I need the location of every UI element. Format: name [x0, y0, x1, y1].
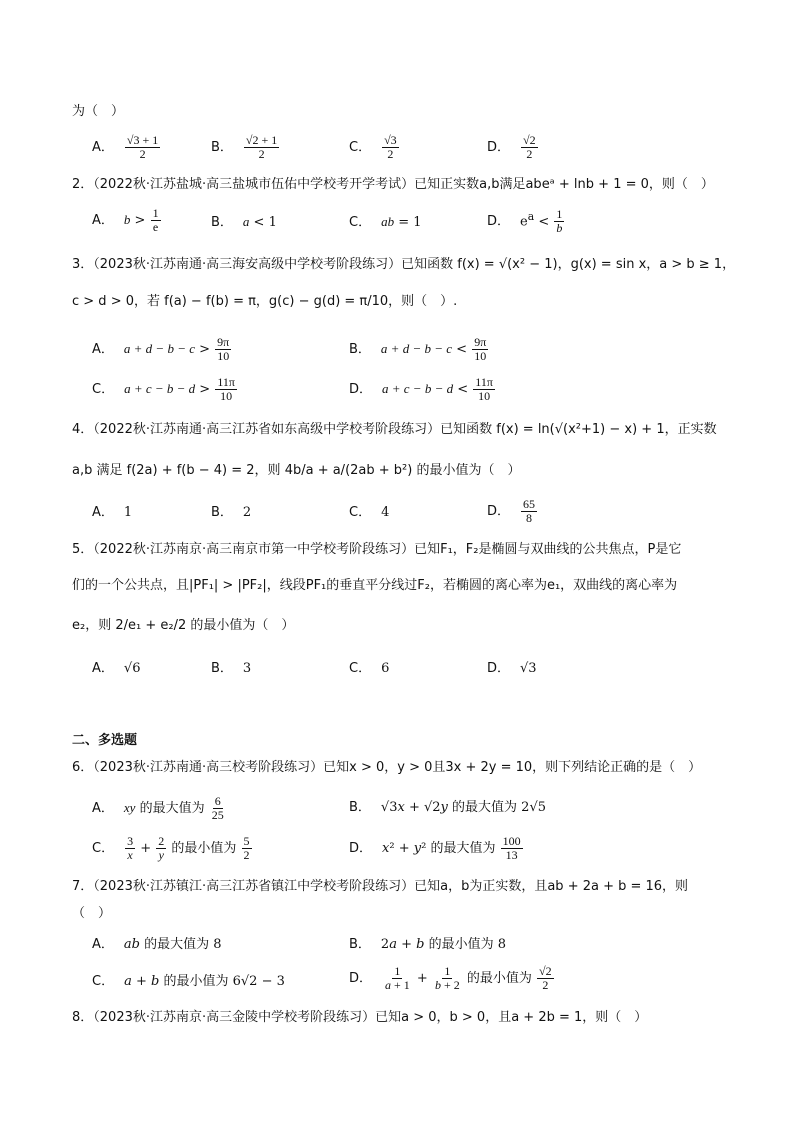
q3-option-c: C． a + c − b − d > $\frac{11\pi}{10}$	[92, 375, 235, 403]
question-8-stem: 8．（2023秋·江苏南京·高三金陵中学校考阶段练习）已知a > 0，b > 0，且a + 2b = 1，则（ ）	[72, 1010, 648, 1025]
question-4-stem-line2: a,b 满足 f(2a) + f(b − 4) = 2，则 4b/a + a/(2ab + b²) 的最小值为（ ）	[72, 463, 521, 478]
q5-option-d: D． √3	[487, 661, 537, 676]
question-7-stem-line2: （ ）	[72, 906, 112, 921]
q2-option-b: B． a < 1	[211, 214, 277, 230]
q7-option-d: D． $\frac{1}{a + 1}$ + $\frac{1}{b + 2}$ 的最小值为 $\frac{√2}{2}$	[349, 964, 552, 992]
question-5-stem-line3: e₂，则 2/e₁ + e₂/2 的最小值为（ ）	[72, 618, 295, 633]
option-b: B． $\frac{√2 + 1}{2}$	[211, 133, 278, 161]
q3-option-d: D． a + c − b − d < $\frac{11\pi}{10}$	[349, 375, 493, 403]
question-3-stem-line1: 3．（2023秋·江苏南通·高三海安高级中学校考阶段练习）已知函数 f(x) = √(x² − 1)，g(x) = sin x，a > b ≥ 1，	[72, 257, 736, 272]
section-title: 二、多选题	[72, 733, 138, 748]
q5-option-c: C． 6	[349, 661, 390, 676]
q4-option-b: B． 2	[211, 505, 252, 520]
question-tail-text: 为（ ）	[72, 104, 125, 119]
question-6-stem: 6．（2023秋·江苏南通·高三校考阶段练习）已知x > 0，y > 0且3x + 2y = 10，则下列结论正确的是（ ）	[72, 760, 702, 775]
q3-option-b: B． a + d − b − c < $\frac{9\pi}{10}$	[349, 335, 487, 363]
q4-option-d: D． $\frac{65}{8}$	[487, 497, 536, 525]
q3-option-a: A． a + d − b − c > $\frac{9\pi}{10}$	[92, 335, 230, 363]
q6-option-a: A． xy 的最大值为 $\frac{6}{25}$	[92, 794, 224, 822]
q6-option-b: B． √3x + √2y 的最大值为 2√5	[349, 800, 546, 815]
q6-option-d: D． x² + y² 的最大值为 $\frac{100}{13}$	[349, 834, 521, 862]
question-7-stem-line1: 7．（2023秋·江苏镇江·高三江苏省镇江中学校考阶段练习）已知a，b为正实数，且ab + 2a + b = 16，则	[72, 879, 689, 894]
q4-option-a: A． 1	[92, 505, 133, 520]
q2-option-a: A． b > $\frac{1}{e}$	[92, 206, 159, 234]
q5-option-a: A． √6	[92, 661, 141, 676]
option-a: A． $\frac{√3 + 1}{2}$	[92, 133, 159, 161]
q7-option-a: A． ab 的最大值为 8	[92, 937, 222, 952]
q2-option-c: C． ab = 1	[349, 214, 422, 230]
q5-option-b: B． 3	[211, 661, 252, 676]
q6-option-c: C． $\frac{3}{x}$ + $\frac{2}{y}$ 的最小值为 $\frac{5}{2}$	[92, 834, 250, 862]
q7-option-b: B． 2a + b 的最小值为 8	[349, 937, 507, 952]
q7-option-c: C． a + b 的最小值为 6√2 − 3	[92, 974, 285, 989]
q2-option-d: D． $e^a$ < $\frac{1}{b}$	[487, 207, 563, 236]
question-5-stem-line2: 们的一个公共点，且|PF₁| > |PF₂|，线段PF₁的垂直平分线过F₂，若椭圆的离心率为e₁，双曲线的离心率为	[72, 578, 678, 593]
question-4-stem-line1: 4．（2022秋·江苏南通·高三江苏省如东高级中学校考阶段练习）已知函数 f(x) = ln(√(x²+1) − x) + 1，正实数	[72, 422, 717, 437]
question-3-stem-line2: c > d > 0，若 f(a) − f(b) = π，g(c) − g(d) = π/10，则（ ）.	[72, 294, 458, 309]
question-2-stem: 2．（2022秋·江苏盐城·高三盐城市伍佑中学校考开学考试）已知正实数a,b满足abeᵃ + lnb + 1 = 0，则（ ）	[72, 177, 714, 192]
option-d: D． $\frac{√2}{2}$	[487, 133, 536, 161]
question-5-stem-line1: 5．（2022秋·江苏南京·高三南京市第一中学校考阶段练习）已知F₁，F₂是椭圆与双曲线的公共焦点，P是它	[72, 542, 682, 557]
option-c: C． $\frac{√3}{2}$	[349, 133, 397, 161]
q4-option-c: C． 4	[349, 505, 390, 520]
